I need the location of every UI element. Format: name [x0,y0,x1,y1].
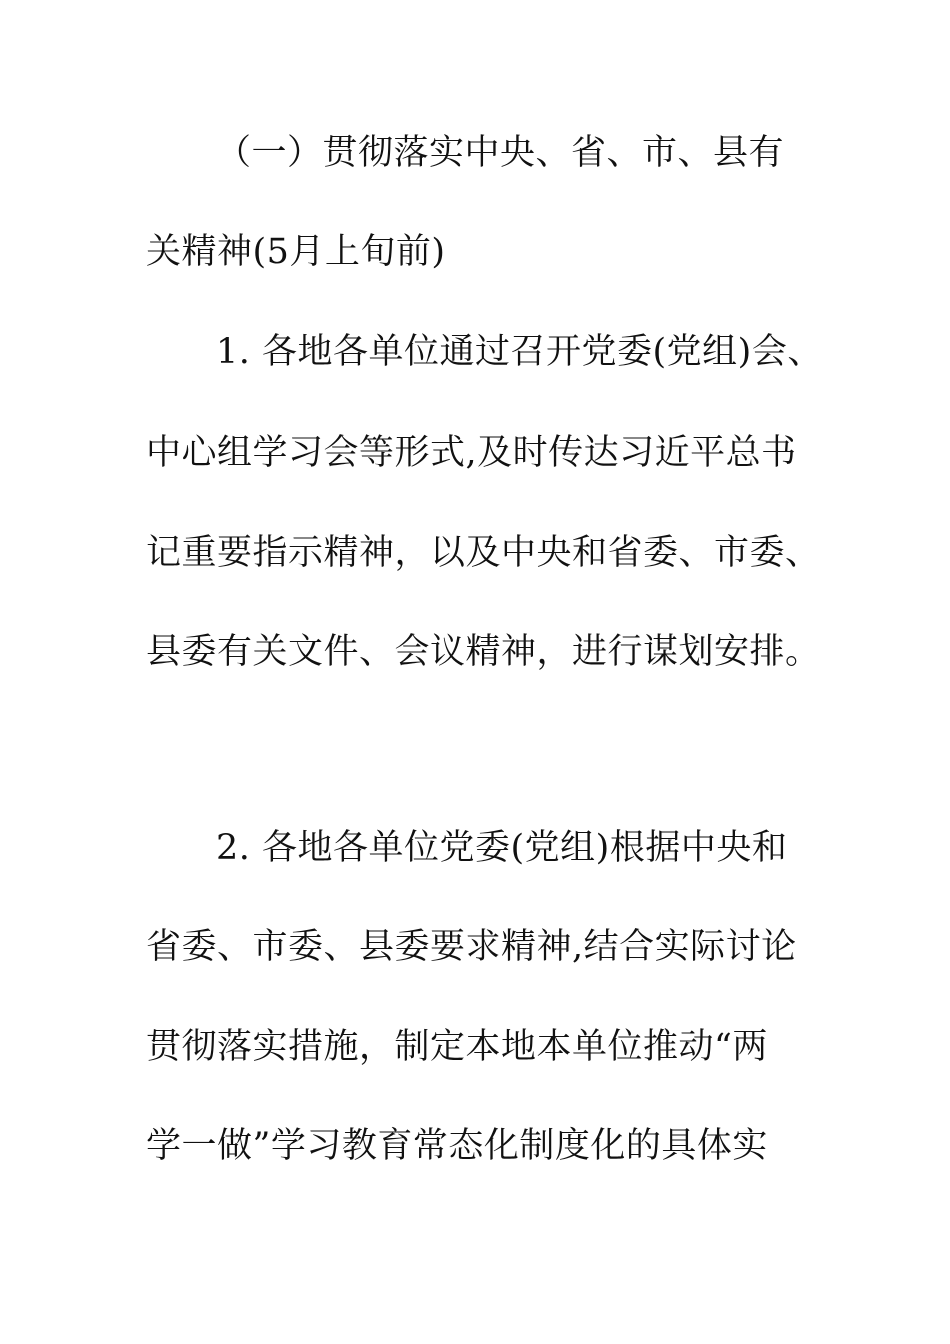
item-1-line-1: 1. 各地各单位通过召开党委(党组)会、 [216,332,823,372]
item-2-line-1: 2. 各地各单位党委(党组)根据中央和 [216,828,788,868]
item-1-line-3: 记重要指示精神，以及中央和省委、市委、 [146,533,821,573]
item-1-line-4: 县委有关文件、会议精神，进行谋划安排。 [146,632,821,672]
item-2-line-3: 贯彻落实措施，制定本地本单位推动“两 [146,1027,768,1067]
item-2-line-2: 省委、市委、县委要求精神,结合实际讨论 [146,927,797,967]
item-2-line-4: 学一做”学习教育常态化制度化的具体实 [146,1126,768,1166]
item-1-line-2: 中心组学习会等形式,及时传达习近平总书 [146,433,797,473]
section-heading-line-2: 关精神(5月上旬前) [146,232,446,272]
section-heading-line-1: （一）贯彻落实中央、省、市、县有 [216,133,785,173]
